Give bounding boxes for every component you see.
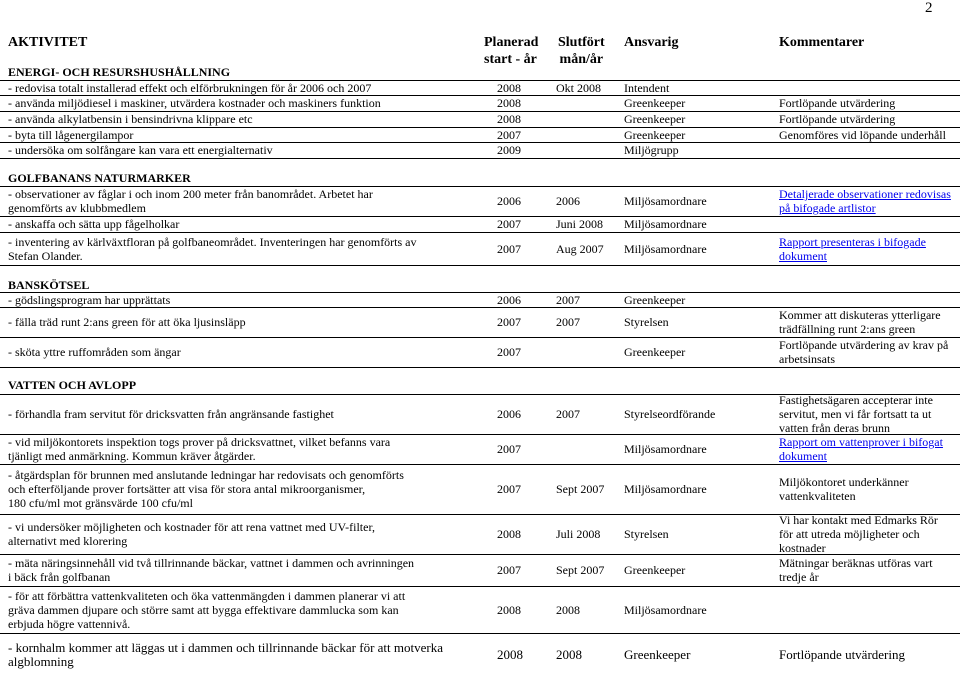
table-cell: [779, 514, 960, 554]
completed-cell: 2007: [556, 407, 580, 421]
table-cell: [556, 434, 626, 464]
table-cell: [497, 434, 552, 464]
table-cell: [556, 127, 626, 142]
table-cell: [556, 292, 626, 307]
table-cell: [779, 633, 960, 677]
comment-cell: Vi har kontakt med Edmarks Rör för att utreda möjligheter och kostnader: [779, 513, 938, 555]
activity-cell: - fälla träd runt 2:ans green för att öka ljusinsläpp: [8, 315, 246, 329]
table-cell: [556, 186, 626, 216]
table-cell: [556, 307, 626, 337]
responsible-cell: Styrelsen: [624, 527, 669, 541]
activity-cell: - byta till lågenergilampor: [8, 127, 134, 142]
table-cell: [779, 554, 960, 586]
table-cell: [8, 633, 488, 677]
activity-cell: - anskaffa och sätta upp fågelholkar: [8, 217, 180, 231]
comment-cell: Mätningar beräknas utföras vart tredje år: [779, 556, 933, 584]
planned-cell: 2008: [497, 527, 521, 541]
planned-cell: 2006: [497, 194, 521, 208]
table-row: [0, 434, 960, 464]
activity-cell: - gödslingsprogram har upprättats: [8, 292, 171, 307]
table-cell: [8, 434, 488, 464]
activity-cell: - förhandla fram servitut för dricksvatten från angränsande fastighet: [8, 407, 334, 421]
completed-cell: 2008: [556, 602, 580, 617]
responsible-cell: Miljösamordnare: [624, 194, 707, 208]
table-cell: [497, 337, 552, 367]
completed-cell: Aug 2007: [556, 241, 604, 256]
responsible-cell: Styrelsen: [624, 315, 669, 329]
table-cell: [8, 216, 488, 232]
activity-cell: - observationer av fåglar i och inom 200 meter från banområdet. Arbetet har genomförts av klubbmedlem: [8, 187, 373, 215]
table-cell: [8, 464, 488, 514]
table-cell: [556, 554, 626, 586]
header-activity: AKTIVITET: [8, 35, 88, 50]
responsible-cell: Greenkeeper: [624, 96, 686, 110]
table-row: [0, 633, 960, 677]
table-cell: [497, 142, 552, 158]
table-row: [0, 292, 960, 307]
table-cell: [779, 80, 960, 95]
planned-cell: 2009: [497, 143, 521, 157]
activity-cell: - åtgärdsplan för brunnen med anslutande ledningar har redovisats och genomförts och efterföljande prover fortsätter att visa för stora antal mikroorganismer, 180 cfu/ml mot gränsvärde 100 cfu/ml: [8, 468, 404, 510]
completed-cell: Sept 2007: [556, 482, 605, 496]
table-cell: [779, 292, 960, 307]
comment-link[interactable]: Rapport presenteras i bifogade dokument: [779, 234, 926, 263]
activity-cell: - använda alkylatbensin i bensindrivna klippare etc: [8, 112, 253, 126]
table-cell: [8, 111, 488, 127]
activity-cell: - inventering av kärlväxtfloran på golfbaneområdet. Inventeringen har genomförts av Stefan Olander.: [8, 234, 417, 263]
responsible-cell: Miljösamordnare: [624, 217, 707, 231]
planned-cell: 2007: [497, 315, 521, 329]
responsible-cell: Miljösamordnare: [624, 602, 707, 617]
table-cell: [497, 95, 552, 111]
table-cell: [497, 292, 552, 307]
section-water: VATTEN OCH AVLOPP: [8, 378, 137, 392]
table-cell: [779, 142, 960, 158]
table-cell: [556, 394, 626, 434]
activity-cell: - vid miljökontorets inspektion togs prover på dricksvattnet, vilket befanns vara tjänligt med anmärkning. Kommun kräver åtgärder.: [8, 435, 391, 463]
completed-cell: Juli 2008: [556, 527, 601, 541]
table-cell: [8, 586, 488, 633]
completed-cell: Juni 2008: [556, 217, 604, 231]
completed-cell: 2007: [556, 292, 580, 307]
table-cell: [497, 127, 552, 142]
table-cell: [497, 186, 552, 216]
table-cell: [624, 232, 769, 265]
table-row: [0, 586, 960, 633]
activity-cell: - använda miljödiesel i maskiner, utvärdera kostnader och maskiners funktion: [8, 96, 381, 110]
planned-cell: 2006: [497, 292, 521, 307]
table-cell: [8, 337, 488, 367]
table-cell: [624, 80, 769, 95]
table-bottom-border: [0, 265, 960, 266]
planned-cell: 2008: [497, 80, 521, 95]
comment-cell: Fortlöpande utvärdering: [779, 96, 896, 110]
table-cell: [779, 307, 960, 337]
comment-cell: Fortlöpande utvärdering: [779, 647, 905, 662]
comment-cell: Fastighetsägaren accepterar inte servitut, men vi får fortsatt ta ut vatten från deras brunn: [779, 393, 933, 435]
table-cell: [497, 586, 552, 633]
table-row: [0, 142, 960, 158]
table-cell: [8, 95, 488, 111]
completed-cell: 2006: [556, 194, 580, 208]
table-cell: [556, 142, 626, 158]
table-cell: [779, 337, 960, 367]
table-cell: [556, 80, 626, 95]
table-cell: [8, 186, 488, 216]
table-cell: [779, 95, 960, 111]
planned-cell: 2006: [497, 407, 521, 421]
table-cell: [624, 186, 769, 216]
table-row: [0, 186, 960, 216]
table-cell: [8, 554, 488, 586]
table-cell: [8, 232, 488, 265]
table-row: [0, 394, 960, 434]
table-cell: [556, 337, 626, 367]
table-cell: [624, 514, 769, 554]
table-cell: [779, 232, 960, 265]
table-cell: [497, 464, 552, 514]
responsible-cell: Intendent: [624, 80, 670, 95]
table-row: [0, 464, 960, 514]
table-row: [0, 111, 960, 127]
header-completed: Slutfört mån/år: [558, 35, 605, 67]
responsible-cell: Greenkeeper: [624, 292, 686, 307]
responsible-cell: Miljögrupp: [624, 143, 679, 157]
table-cell: [624, 307, 769, 337]
table-cell: [497, 554, 552, 586]
page-number: 2: [925, 0, 933, 16]
table-cell: [624, 586, 769, 633]
table-row: [0, 232, 960, 265]
table-cell: [497, 633, 552, 677]
table-cell: [624, 464, 769, 514]
table-row: [0, 127, 960, 142]
responsible-cell: Miljösamordnare: [624, 241, 707, 256]
table-cell: [624, 111, 769, 127]
table-cell: [497, 394, 552, 434]
table-bottom-border: [0, 158, 960, 159]
table-cell: [497, 232, 552, 265]
table-cell: [8, 307, 488, 337]
responsible-cell: Greenkeeper: [624, 112, 686, 126]
table-cell: [497, 80, 552, 95]
activity-cell: - för att förbättra vattenkvaliteten och öka vattenmängden i dammen planerar vi att gräva dammen djupare och större samt att bygga effektivare dammlucka som kan erbjuda högre vattennivå.: [8, 588, 406, 631]
table-row: [0, 216, 960, 232]
responsible-cell: Greenkeeper: [624, 345, 686, 359]
table-cell: [497, 216, 552, 232]
responsible-cell: Miljösamordnare: [624, 442, 707, 456]
table-cell: [497, 307, 552, 337]
section-nature: GOLFBANANS NATURMARKER: [8, 171, 191, 185]
table-cell: [556, 111, 626, 127]
table-cell: [8, 80, 488, 95]
activity-cell: - redovisa totalt installerad effekt och elförbrukningen för år 2006 och 2007: [8, 80, 372, 95]
comment-cell: Miljökontoret underkänner vattenkvaliteten: [779, 475, 909, 503]
completed-cell: Sept 2007: [556, 563, 605, 577]
table-cell: [779, 464, 960, 514]
table-cell: [624, 394, 769, 434]
table-cell: [624, 216, 769, 232]
table-cell: [8, 142, 488, 158]
planned-cell: 2007: [497, 241, 521, 256]
responsible-cell: Miljösamordnare: [624, 482, 707, 496]
table-row: [0, 554, 960, 586]
table-cell: [779, 434, 960, 464]
table-cell: [497, 514, 552, 554]
planned-cell: 2008: [497, 96, 521, 110]
comment-link[interactable]: Rapport om vattenprover i bifogat dokument: [779, 435, 943, 463]
responsible-cell: Greenkeeper: [624, 647, 691, 662]
planned-cell: 2007: [497, 127, 521, 142]
responsible-cell: Greenkeeper: [624, 563, 686, 577]
responsible-cell: Styrelseordförande: [624, 407, 716, 421]
table-cell: [624, 633, 769, 677]
comment-cell: Fortlöpande utvärdering: [779, 112, 896, 126]
planned-cell: 2007: [497, 345, 521, 359]
table-cell: [624, 292, 769, 307]
section-energy: ENERGI- OCH RESURSHUSHÅLLNING: [8, 65, 231, 79]
table-cell: [556, 95, 626, 111]
planned-cell: 2007: [497, 563, 521, 577]
table-row: [0, 95, 960, 111]
activity-cell: - kornhalm kommer att läggas ut i dammen och tillrinnande bäckar för att motverka algblomning: [8, 640, 443, 669]
planned-cell: 2008: [497, 112, 521, 126]
planned-cell: 2007: [497, 442, 521, 456]
completed-cell: Okt 2008: [556, 80, 601, 95]
table-cell: [624, 434, 769, 464]
planned-cell: 2008: [497, 647, 523, 662]
completed-cell: 2008: [556, 647, 582, 662]
table-row: [0, 514, 960, 554]
header-planned: Planerad start - år: [484, 35, 539, 67]
table-cell: [556, 464, 626, 514]
table-cell: [556, 633, 626, 677]
header-comments: Kommentarer: [779, 35, 865, 50]
activity-cell: - vi undersöker möjligheten och kostnader för att rena vattnet med UV-filter, alternativt med klorering: [8, 520, 375, 548]
comment-cell: Genomföres vid löpande underhåll: [779, 127, 946, 142]
section-course: BANSKÖTSEL: [8, 278, 90, 292]
table-bottom-border: [0, 367, 960, 368]
completed-cell: 2007: [556, 315, 580, 329]
table-cell: [624, 337, 769, 367]
table-cell: [556, 586, 626, 633]
table-cell: [624, 127, 769, 142]
table-row: [0, 307, 960, 337]
table-cell: [779, 586, 960, 633]
responsible-cell: Greenkeeper: [624, 127, 686, 142]
table-cell: [779, 111, 960, 127]
planned-cell: 2007: [497, 482, 521, 496]
table-cell: [779, 394, 960, 434]
activity-cell: - sköta yttre ruffområden som ängar: [8, 345, 181, 359]
table-cell: [8, 394, 488, 434]
planned-cell: 2008: [497, 602, 521, 617]
planned-cell: 2007: [497, 217, 521, 231]
table-cell: [8, 514, 488, 554]
comment-cell: Kommer att diskuteras ytterligare trädfällning runt 2:ans green: [779, 308, 941, 336]
comment-link[interactable]: Detaljerade observationer redovisas på bifogade artlistor: [779, 187, 951, 215]
table-row: [0, 337, 960, 367]
table-cell: [556, 216, 626, 232]
header-responsible: Ansvarig: [624, 35, 679, 50]
table-cell: [779, 127, 960, 142]
table-cell: [497, 111, 552, 127]
table-cell: [556, 232, 626, 265]
table-row: [0, 80, 960, 95]
table-cell: [8, 292, 488, 307]
table-cell: [779, 216, 960, 232]
table-cell: [624, 554, 769, 586]
table-cell: [779, 186, 960, 216]
activity-cell: - mäta näringsinnehåll vid två tillrinnande bäckar, vattnet i dammen och avrinningen i bäck från golfbanan: [8, 556, 415, 584]
activity-cell: - undersöka om solfångare kan vara ett energialternativ: [8, 143, 273, 157]
table-cell: [624, 142, 769, 158]
comment-cell: Fortlöpande utvärdering av krav på arbetsinsats: [779, 338, 949, 366]
table-cell: [556, 514, 626, 554]
table-cell: [624, 95, 769, 111]
table-cell: [8, 127, 488, 142]
